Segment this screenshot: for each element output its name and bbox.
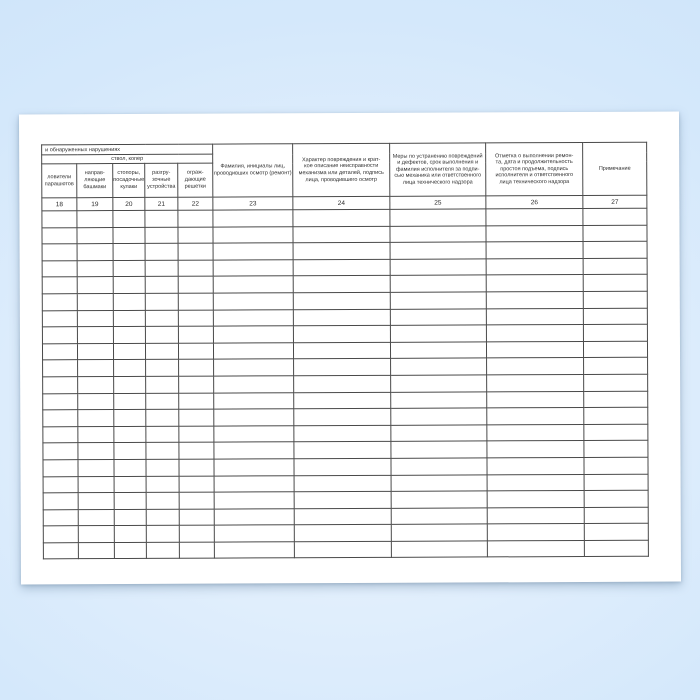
empty-cell [293, 292, 390, 309]
empty-cell [391, 491, 487, 508]
empty-cell [390, 292, 486, 309]
empty-cell [42, 327, 77, 344]
column-number-cell: 23 [213, 197, 293, 210]
empty-cell [113, 260, 145, 277]
empty-cell [293, 243, 390, 260]
empty-cell [77, 244, 113, 261]
empty-cell [42, 227, 77, 244]
column-number-cell: 26 [486, 195, 583, 208]
empty-cell [114, 410, 146, 427]
empty-cell [583, 324, 647, 341]
empty-cell [114, 426, 146, 443]
empty-cell [294, 525, 391, 542]
empty-cell [78, 393, 114, 410]
empty-cell [583, 225, 647, 242]
column-24-header: Характер повреждения и крат- кое описание неисправности механизма или деталей, подпись лица, проводившего осмотр [293, 143, 390, 196]
empty-cell [390, 342, 486, 359]
empty-cell [294, 491, 391, 508]
empty-cell [114, 393, 146, 410]
empty-cell [42, 211, 77, 228]
empty-cell [584, 457, 648, 474]
empty-cell [487, 441, 584, 458]
empty-cell [178, 260, 213, 277]
empty-cell [214, 425, 294, 442]
empty-cell [113, 227, 145, 244]
empty-cell [43, 426, 78, 443]
empty-cell [179, 509, 214, 526]
empty-cell [179, 393, 214, 410]
empty-cell [43, 377, 78, 394]
empty-cell [114, 476, 146, 493]
empty-cell [487, 424, 584, 441]
empty-cell [78, 526, 114, 543]
column-number-cell: 24 [293, 196, 390, 209]
empty-cell [390, 308, 486, 325]
empty-cell [43, 443, 78, 460]
empty-cell [78, 410, 114, 427]
empty-cell [583, 275, 647, 292]
empty-cell [486, 275, 583, 292]
empty-cell [390, 242, 486, 259]
empty-cell [78, 493, 114, 510]
empty-cell [114, 443, 146, 460]
empty-cell [293, 226, 390, 243]
empty-cell [213, 276, 293, 293]
column-18-header: ловители парашютов [42, 164, 77, 198]
empty-cell [77, 211, 113, 228]
empty-cell [178, 343, 213, 360]
empty-cell [42, 343, 77, 360]
empty-cell [146, 409, 179, 426]
empty-cell [213, 293, 293, 310]
empty-cell [486, 242, 583, 259]
empty-cell [584, 424, 648, 441]
column-number-cell: 18 [42, 198, 77, 211]
empty-cell [390, 225, 486, 242]
empty-cell [486, 208, 583, 225]
empty-cell [391, 425, 487, 442]
empty-cell [214, 442, 294, 459]
empty-cell [43, 493, 78, 510]
empty-cell [179, 442, 214, 459]
column-number-cell: 21 [145, 197, 178, 210]
empty-cell [146, 443, 179, 460]
empty-cell [391, 391, 487, 408]
empty-cell [213, 243, 293, 260]
empty-cell [146, 492, 179, 509]
empty-cell [43, 360, 78, 377]
empty-cell [146, 526, 179, 543]
empty-cell [113, 244, 145, 261]
empty-cell [42, 294, 77, 311]
empty-cell [391, 524, 487, 541]
empty-cell [43, 460, 78, 477]
empty-cell [487, 408, 584, 425]
empty-cell [391, 541, 487, 558]
empty-cell [487, 491, 584, 508]
empty-cell [114, 509, 146, 526]
empty-cell [487, 507, 584, 524]
empty-cell [390, 325, 486, 342]
empty-cell [214, 392, 294, 409]
empty-cell [114, 360, 146, 377]
empty-cell [179, 459, 214, 476]
empty-cell [78, 376, 114, 393]
column-27-header: Примечание [583, 142, 647, 195]
empty-cell [178, 227, 213, 244]
empty-cell [145, 293, 178, 310]
empty-cell [390, 259, 486, 276]
empty-cell [213, 326, 293, 343]
column-20-header: стопоры, посадочные кулаки [113, 163, 145, 197]
document-page [19, 112, 681, 585]
empty-cell [145, 260, 178, 277]
empty-cell [113, 293, 145, 310]
empty-cell [77, 227, 113, 244]
empty-cell [584, 407, 648, 424]
empty-cell [293, 309, 390, 326]
empty-cell [583, 208, 647, 225]
empty-cell [146, 393, 179, 410]
empty-cell [114, 376, 146, 393]
empty-cell [146, 542, 179, 559]
empty-cell [293, 342, 390, 359]
empty-cell [178, 326, 213, 343]
empty-cell [213, 309, 293, 326]
empty-cell [583, 341, 647, 358]
empty-cell [43, 476, 78, 493]
empty-cell [391, 375, 487, 392]
empty-cell [214, 376, 294, 393]
empty-cell [42, 244, 77, 261]
empty-cell [294, 458, 391, 475]
empty-cell [583, 258, 647, 275]
empty-cell [213, 210, 293, 227]
empty-cell [113, 277, 145, 294]
empty-cell [391, 458, 487, 475]
empty-cell [294, 541, 391, 558]
empty-cell [114, 459, 146, 476]
empty-cell [487, 358, 584, 375]
column-19-header: направ- ляющие башмаки [77, 164, 113, 198]
empty-cell [145, 243, 178, 260]
empty-cell [145, 343, 178, 360]
empty-cell [214, 359, 294, 376]
empty-cell [114, 526, 146, 543]
column-number-cell: 27 [583, 195, 647, 208]
empty-cell [146, 360, 179, 377]
empty-cell [113, 310, 145, 327]
empty-cell [42, 260, 77, 277]
empty-cell [179, 525, 214, 542]
empty-cell [487, 540, 584, 557]
empty-cell [78, 476, 114, 493]
empty-cell [584, 358, 648, 375]
empty-cell [113, 210, 145, 227]
empty-cell [179, 376, 214, 393]
empty-cell [293, 276, 390, 293]
empty-cell [145, 227, 178, 244]
empty-cell [178, 210, 213, 227]
empty-cell [584, 474, 648, 491]
empty-cell [78, 459, 114, 476]
empty-cell [294, 425, 391, 442]
empty-cell [145, 277, 178, 294]
empty-cell [146, 509, 179, 526]
column-number-cell: 19 [77, 198, 113, 211]
empty-cell [178, 293, 213, 310]
empty-cell [487, 524, 584, 541]
empty-cell [584, 374, 648, 391]
empty-cell [486, 258, 583, 275]
empty-cell [145, 326, 178, 343]
column-23-header: Фамилия, инициалы лиц, проводивших осмотр (ремонт) [213, 144, 293, 197]
empty-cell [114, 542, 146, 559]
empty-cell [583, 291, 647, 308]
empty-cell [390, 209, 486, 226]
empty-cell [146, 459, 179, 476]
empty-cell [293, 325, 390, 342]
empty-cell [391, 474, 487, 491]
empty-cell [77, 277, 113, 294]
empty-cell [486, 291, 583, 308]
empty-cell [43, 393, 78, 410]
empty-cell [214, 542, 294, 559]
empty-cell [214, 459, 294, 476]
empty-cell [390, 275, 486, 292]
column-number-cell: 22 [178, 197, 213, 210]
empty-cell [213, 342, 293, 359]
empty-cell [293, 209, 390, 226]
continuation-header-row [42, 142, 647, 155]
empty-cell [179, 409, 214, 426]
empty-cell [179, 359, 214, 376]
empty-cell [294, 475, 391, 492]
empty-cell [391, 508, 487, 525]
empty-cell [146, 426, 179, 443]
empty-cell [486, 341, 583, 358]
empty-cell [294, 375, 391, 392]
empty-cell [78, 426, 114, 443]
empty-cell [146, 376, 179, 393]
empty-cell [113, 327, 145, 344]
empty-cell [178, 243, 213, 260]
empty-cell [77, 327, 113, 344]
empty-cell [486, 225, 583, 242]
continuation-header-cell: и обнаруженных нарушениях [42, 144, 213, 155]
empty-cell [294, 508, 391, 525]
empty-cell [294, 408, 391, 425]
column-22-header: ограж- дающие решетки [178, 163, 213, 197]
empty-cell [584, 490, 648, 507]
empty-cell [42, 310, 77, 327]
empty-cell [487, 474, 584, 491]
empty-cell [146, 476, 179, 493]
empty-cell [43, 526, 78, 543]
empty-cell [391, 358, 487, 375]
empty-cell [43, 410, 78, 427]
empty-cell [77, 260, 113, 277]
empty-cell [214, 409, 294, 426]
empty-cell [179, 476, 214, 493]
inspection-log-table [41, 142, 649, 560]
empty-cell [294, 392, 391, 409]
empty-cell [145, 310, 178, 327]
empty-cell [391, 441, 487, 458]
empty-cell [214, 492, 294, 509]
empty-cell [42, 277, 77, 294]
empty-cell [77, 310, 113, 327]
empty-cell [486, 308, 583, 325]
empty-cell [584, 507, 648, 524]
empty-cell [214, 525, 294, 542]
empty-cell [213, 226, 293, 243]
column-number-cell: 20 [113, 197, 145, 210]
empty-cell [179, 542, 214, 559]
empty-cell [214, 508, 294, 525]
column-21-header: разгру- зочные устройства [145, 163, 178, 197]
empty-cell [113, 343, 145, 360]
empty-cell [584, 540, 648, 557]
empty-cell [179, 492, 214, 509]
empty-cell [78, 509, 114, 526]
empty-cell [145, 210, 178, 227]
column-number-cell: 25 [390, 196, 486, 209]
empty-cell [487, 374, 584, 391]
empty-cell [294, 359, 391, 376]
empty-cell [179, 426, 214, 443]
empty-cell [584, 523, 648, 540]
empty-cell [114, 492, 146, 509]
empty-cell [77, 343, 113, 360]
empty-cell [583, 308, 647, 325]
empty-cell [78, 542, 114, 559]
empty-cell [583, 241, 647, 258]
column-25-header: Меры по устранению повреждений и дефектов, срок выполнения и фамилия исполнителя за подпи- сью механика или ответственного лица технического надзора [390, 143, 486, 196]
empty-cell [487, 391, 584, 408]
empty-cell [43, 509, 78, 526]
group-header-cell: ствол, копер [42, 154, 213, 164]
empty-cell [214, 475, 294, 492]
column-26-header: Отметка о выполнении ремон- та, дата и продолжительность простоя подъема, подпись исполнителя и ответственного лица технического надзора [486, 142, 583, 195]
empty-cell [293, 259, 390, 276]
empty-cell [178, 310, 213, 327]
empty-cell [487, 457, 584, 474]
empty-cell [213, 260, 293, 277]
empty-cell [584, 391, 648, 408]
empty-cell [486, 325, 583, 342]
table-row [43, 540, 648, 559]
empty-cell [294, 442, 391, 459]
empty-cell [78, 443, 114, 460]
empty-cell [77, 294, 113, 311]
empty-cell [391, 408, 487, 425]
empty-cell [178, 276, 213, 293]
empty-cell [584, 441, 648, 458]
empty-cell [78, 360, 114, 377]
empty-cell [43, 543, 78, 560]
